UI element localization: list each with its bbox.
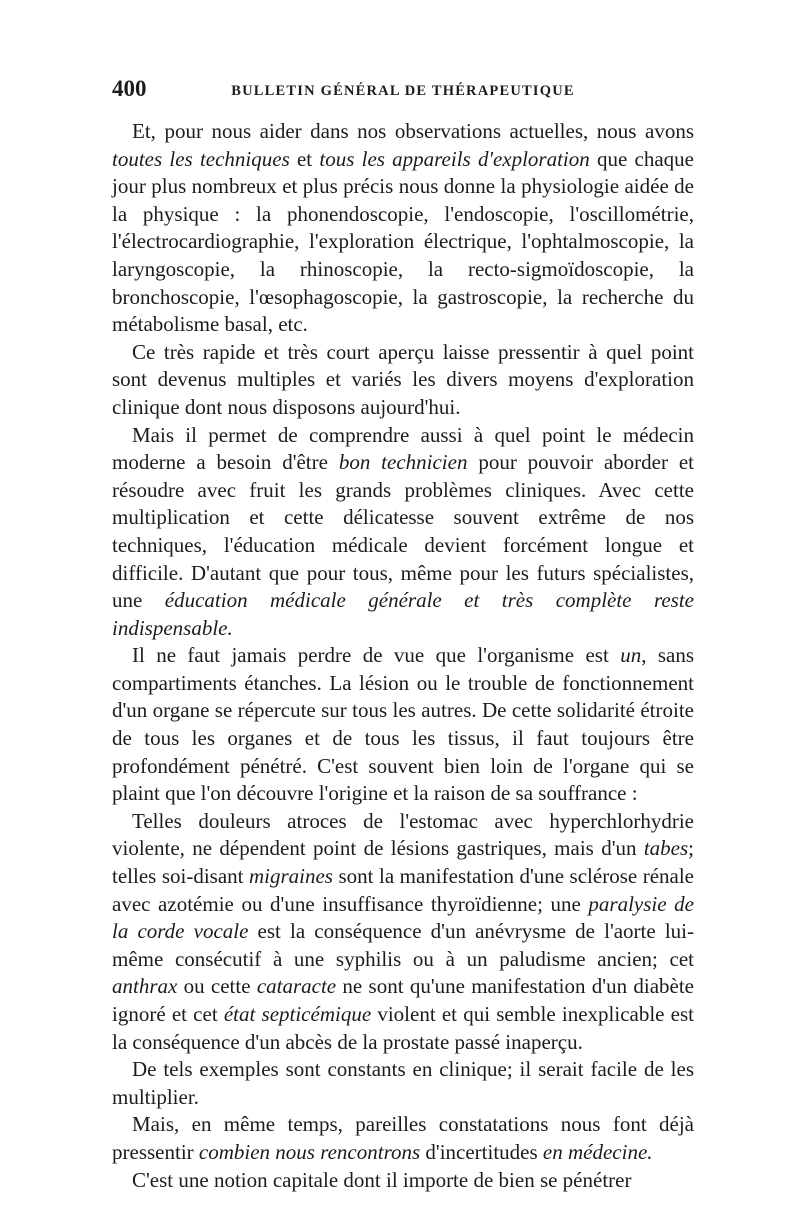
- text-run: Ce très rapide et très court aperçu laisse pressentir à quel point sont devenus multiples et variés les divers moyens d'exploration clinique dont nous disposons aujourd'hui.: [112, 339, 694, 419]
- paragraph: [112, 422, 694, 643]
- italic-run: tous les appareils d'exploration: [319, 146, 590, 171]
- text-run: que chaque jour plus nombreux et plus précis nous donne la physiologie aidée de la physique : la phonendoscopie, l'endoscopie, l'oscillométrie, l'électrocardiographie, l'exploration électrique, l'ophtalmoscopie, la laryngoscopie, la rhinoscopie, la recto-sigmoïdoscopie, la bronchoscopie, l'œsophagoscopie, la gastroscopie, la recherche du métabolisme basal, etc.: [112, 146, 695, 337]
- text-run: Il ne faut jamais perdre de vue que l'organisme est: [132, 643, 621, 668]
- text-run: Mais il permet de comprendre aussi à quel point le médecin moderne a besoin d'être: [112, 422, 694, 475]
- italic-run: toutes les techniques: [112, 146, 290, 171]
- italic-run: état septicémique: [223, 1002, 372, 1026]
- paragraph: [112, 1056, 694, 1111]
- page-number: 400: [112, 76, 147, 101]
- text-run: Telles douleurs atroces de l'estomac avec hyperchlorhydrie violente, ne dépendent point de lésions gastriques, mais d'un: [112, 808, 694, 861]
- text-run: C'est une notion capitale dont il importe de bien se pénétrer: [132, 1167, 632, 1192]
- text-run: violent et qui semble inexplicable est la conséquence d'un abcès de la prostate passé inaperçu.: [112, 1002, 695, 1054]
- paragraph: [112, 808, 694, 1056]
- text-run: Et, pour nous aider dans nos observations actuelles, nous avons: [132, 119, 694, 143]
- running-title: BULLETIN GÉNÉRAL DE THÉRAPEUTIQUE: [231, 83, 575, 99]
- text-run: est la conséquence d'un anévrysme de l'aorte lui-même consécutif à une syphilis ou à un paludisme ancien; cet: [112, 919, 694, 971]
- page-header: [112, 76, 694, 106]
- italic-run: paralysie de la corde vocale: [112, 891, 694, 944]
- text-run: sont la manifestation d'une sclérose rénale avec azotémie ou d'une insuffisance thyroïdienne; une: [112, 864, 694, 916]
- paragraph: [112, 642, 694, 808]
- text-run: , sans compartiments étanches. La lésion ou le trouble de fonctionnement d'un organe se répercute sur tous les autres. De cette solidarité étroite de tous les organes et de tous les tissus, il faut toujours être profondément pénétré. C'est souvent bien loin de l'organe qui se plaint que l'on découvre l'origine et la raison de sa souffrance :: [112, 643, 694, 806]
- italic-run: combien nous rencontrons: [198, 1139, 421, 1164]
- italic-run: migraines: [248, 864, 333, 889]
- paragraph: [112, 1111, 694, 1166]
- italic-run: en médecine.: [542, 1139, 653, 1164]
- paragraph: [112, 1167, 694, 1195]
- body-text: [112, 118, 694, 1194]
- text-run: et: [289, 146, 320, 171]
- italic-run: anthrax: [112, 974, 178, 999]
- text-run: ; telles soi-disant: [112, 836, 694, 889]
- paragraph: [112, 339, 694, 422]
- text-run: De tels exemples sont constants en clinique; il serait facile de les multiplier.: [112, 1057, 694, 1109]
- text-run: ne sont qu'une manifestation d'un diabète ignoré et cet: [112, 974, 694, 1026]
- text-run: Mais, en même temps, pareilles constatations nous font déjà pressentir: [112, 1112, 694, 1164]
- italic-run: tabes: [643, 836, 689, 861]
- italic-run: un: [620, 643, 642, 668]
- text-run: d'incertitudes: [420, 1139, 543, 1164]
- text-run: ou cette: [177, 974, 257, 999]
- italic-run: cataracte: [256, 974, 337, 999]
- text-run: pour pouvoir aborder et résoudre avec fruit les grands problèmes cliniques. Avec cette multiplication et cette délicatesse souvent extrême de nos techniques, l'éducation médicale devient forcément longue et difficile. D'autant que pour tous, même pour les futurs spécialistes, une: [112, 450, 695, 613]
- italic-run: éducation médicale générale et très complète reste indispensable.: [112, 588, 694, 640]
- paragraph: [112, 118, 694, 339]
- italic-run: bon technicien: [338, 450, 468, 475]
